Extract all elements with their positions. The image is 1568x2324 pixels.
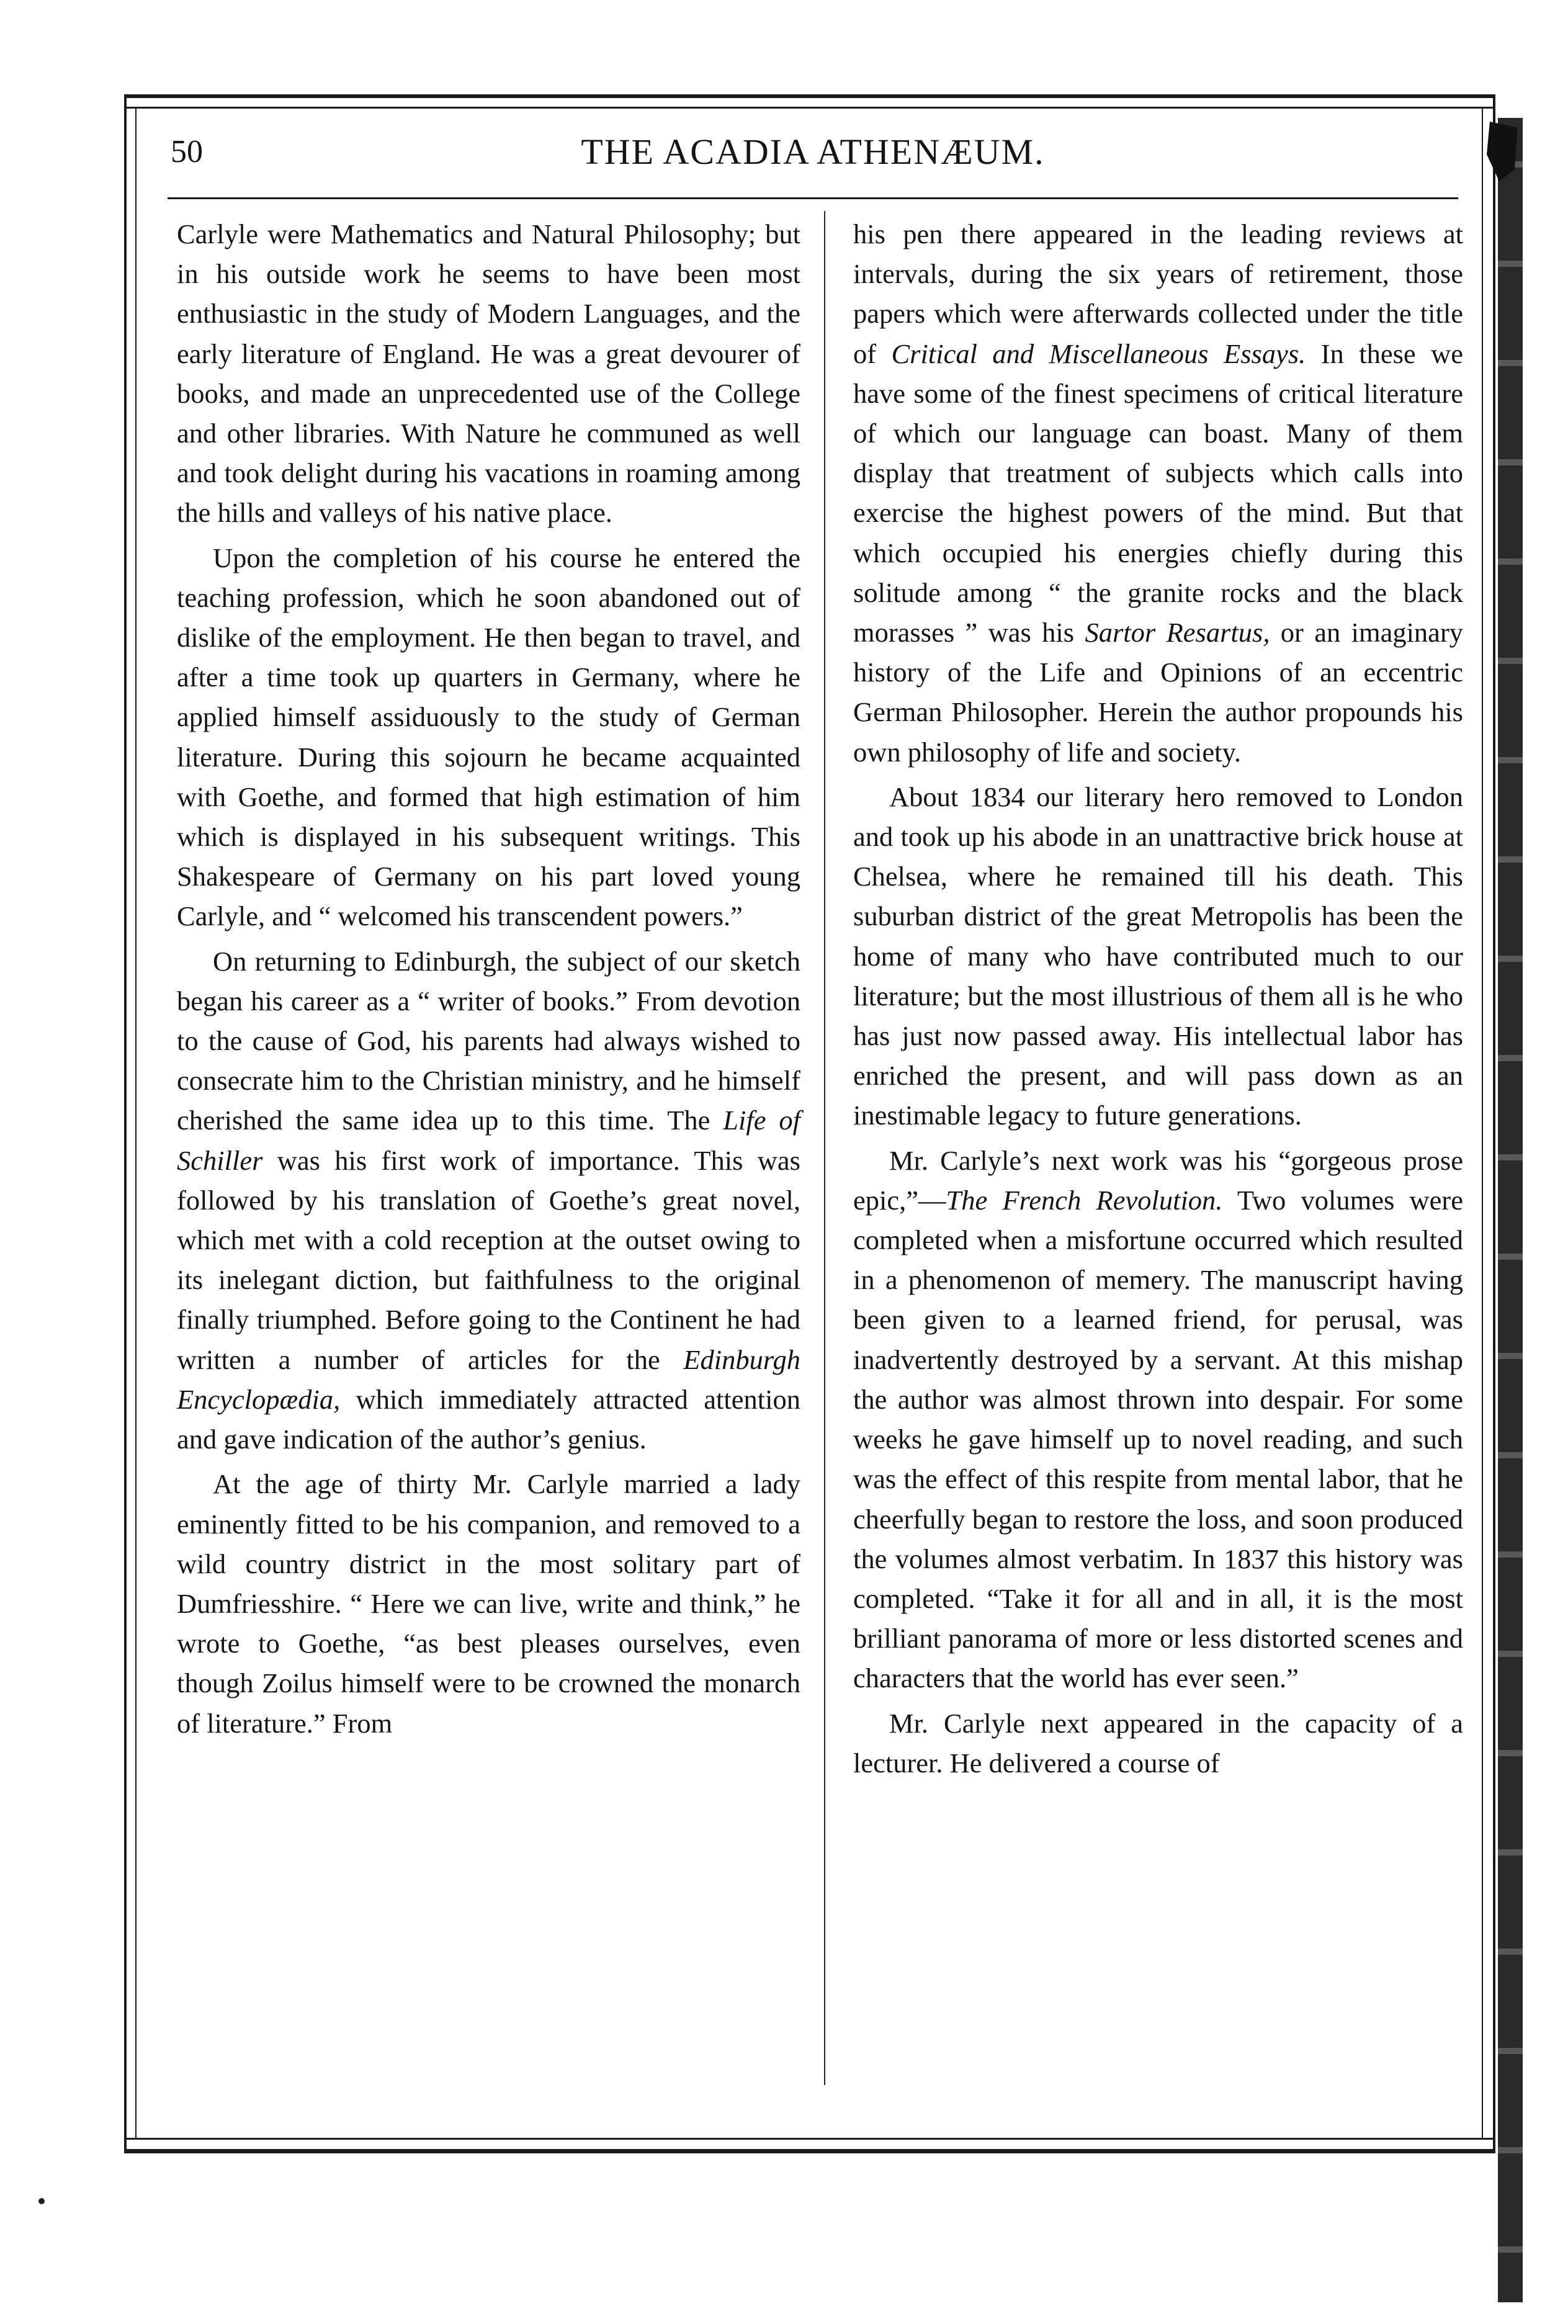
paragraph — [853, 1141, 1463, 1698]
paragraph-text: Two volumes were completed when a misfortune occurred which resulted in a phenomenon of memery. The manuscript having been given to a learned friend, for perusal, was inadvertently destroyed by a servant. At this mishap the author was almost thrown into despair. For some weeks he gave himself up to novel reading, and such was the effect of this respite from mental labor, that he cheerfully began to restore the loss, and soon produced the volumes almost verbatim. In 1837 this history was completed. “Take it for all and in all, it is the most brilliant panorama of more or less distorted scenes and characters that the world has ever seen.” — [853, 1184, 1463, 1694]
top-inner-border-rule — [124, 107, 1495, 109]
right-inner-border-rule — [1482, 107, 1483, 2139]
paragraph — [177, 941, 800, 1460]
header-rule — [168, 197, 1458, 199]
bottom-border-rule — [124, 2149, 1495, 2153]
paragraph — [177, 214, 800, 533]
paragraph — [853, 214, 1463, 772]
left-column — [177, 214, 800, 1748]
paragraph-text: Carlyle were Mathematics and Natural Philosophy; but in his outside work he seems to have been most enthusiastic in the study of Modern Languages, and the early literature of England. He was a great devourer of books, and made an unprecedented use of the College and other libraries. With Nature he communed as well and took delight during his vacations in roaming among the hills and valleys of his native place. — [177, 218, 800, 529]
book-title-encyclopaedia: Edinburgh Encyclopædia, — [177, 1344, 800, 1415]
paragraph-text: On returning to Edinburgh, the subject of our sketch began his career as a “ writer of books.” From devotion to the cause of God, his parents had always wished to consecrate him to the Christian ministry, and he himself cherished the same idea up to this time. The — [177, 945, 800, 1136]
paragraph-text: or an imaginary history of the Life and Opinions of an eccentric German Philosopher. Herein the author propounds his own philosophy of life and society. — [853, 617, 1464, 768]
book-title-life-of-schiller: Life of Schiller — [177, 1105, 800, 1176]
paragraph-text: At the age of thirty Mr. Carlyle married a lady eminently fitted to be his companion, and removed to a wild country district in the most solitary part of Dumfriesshire. “ Here we can live, write and think,” he wrote to Goethe, “as best pleases ourselves, even though Zoilus himself were to be crowned the monarch of literature.” From — [177, 1468, 800, 1739]
paragraph-text: his pen there appeared in the leading reviews at intervals, during the six years of retirement, those papers which were afterwards collected under the title of — [853, 218, 1463, 369]
paragraph-text: was his first work of importance. This was followed by his translation of Goethe’s great novel, which met with a cold reception at the outset owing to its inelegant diction, but faithfulness to the original finally triumphed. Before going to the Continent he had written a number of articles for the — [177, 1144, 800, 1375]
ink-speck — [38, 2198, 45, 2204]
paragraph-text: Mr. Carlyle next appeared in the capacity of a lecturer. He delivered a course of — [853, 1707, 1463, 1779]
column-separator — [824, 211, 825, 2085]
paragraph-text: Mr. Carlyle’s next work was his “gorgeous prose epic,”— — [853, 1144, 1463, 1216]
binding-edge-shadow — [1498, 118, 1523, 2302]
paragraph-text: In these we have some of the finest specimens of critical literature of which our language can boast. Many of them display that treatment of subjects which calls into exercise the highest powers of the mind. But that which occupied his energies chiefly during this solitude among “ the granite rocks and the black morasses ” was his — [853, 338, 1463, 648]
left-border-rule — [124, 94, 127, 2153]
paragraph — [177, 538, 800, 936]
book-title-critical-essays: Critical and Miscellaneous Essays. — [891, 338, 1306, 369]
journal-title: THE ACADIA ATHENÆUM. — [581, 132, 1045, 172]
book-title-sartor-resartus: Sartor Resartus, — [1085, 617, 1270, 648]
paragraph — [853, 1703, 1463, 1783]
paragraph — [177, 1464, 800, 1743]
paragraph — [853, 777, 1463, 1136]
running-header — [171, 127, 1455, 189]
bottom-inner-border-rule — [124, 2138, 1495, 2140]
paragraph-text: About 1834 our literary hero removed to London and took up his abode in an unattractive brick house at Chelsea, where he remained till his death. This suburban district of the great Metropolis has been the home of many who have contributed much to our literature; but the most illustrious of them all is he who has just now passed away. His intellectual labor has enriched the present, and will pass down as an inestimable legacy to future generations. — [853, 781, 1463, 1131]
paragraph-text: which immediately attracted attention and gave indication of the author’s genius. — [177, 1383, 800, 1455]
left-inner-border-rule — [135, 107, 137, 2139]
book-title-french-revolution: The French Revolution. — [946, 1184, 1223, 1216]
right-border-rule — [1493, 94, 1495, 2153]
right-column — [853, 214, 1463, 1788]
page-number: 50 — [171, 134, 203, 169]
paragraph-text: Upon the completion of his course he entered the teaching profession, which he soon abandoned out of dislike of the employment. He then began to travel, and after a time took up quarters in Germany, where he applied himself assiduously to the study of German literature. During this sojourn he became acquainted with Goethe, and formed that high estimation of him which is displayed in his subsequent writings. This Shakespeare of Germany on his part loved young Carlyle, and “ welcomed his transcendent powers.” — [177, 542, 800, 932]
top-border-rule — [124, 94, 1495, 98]
